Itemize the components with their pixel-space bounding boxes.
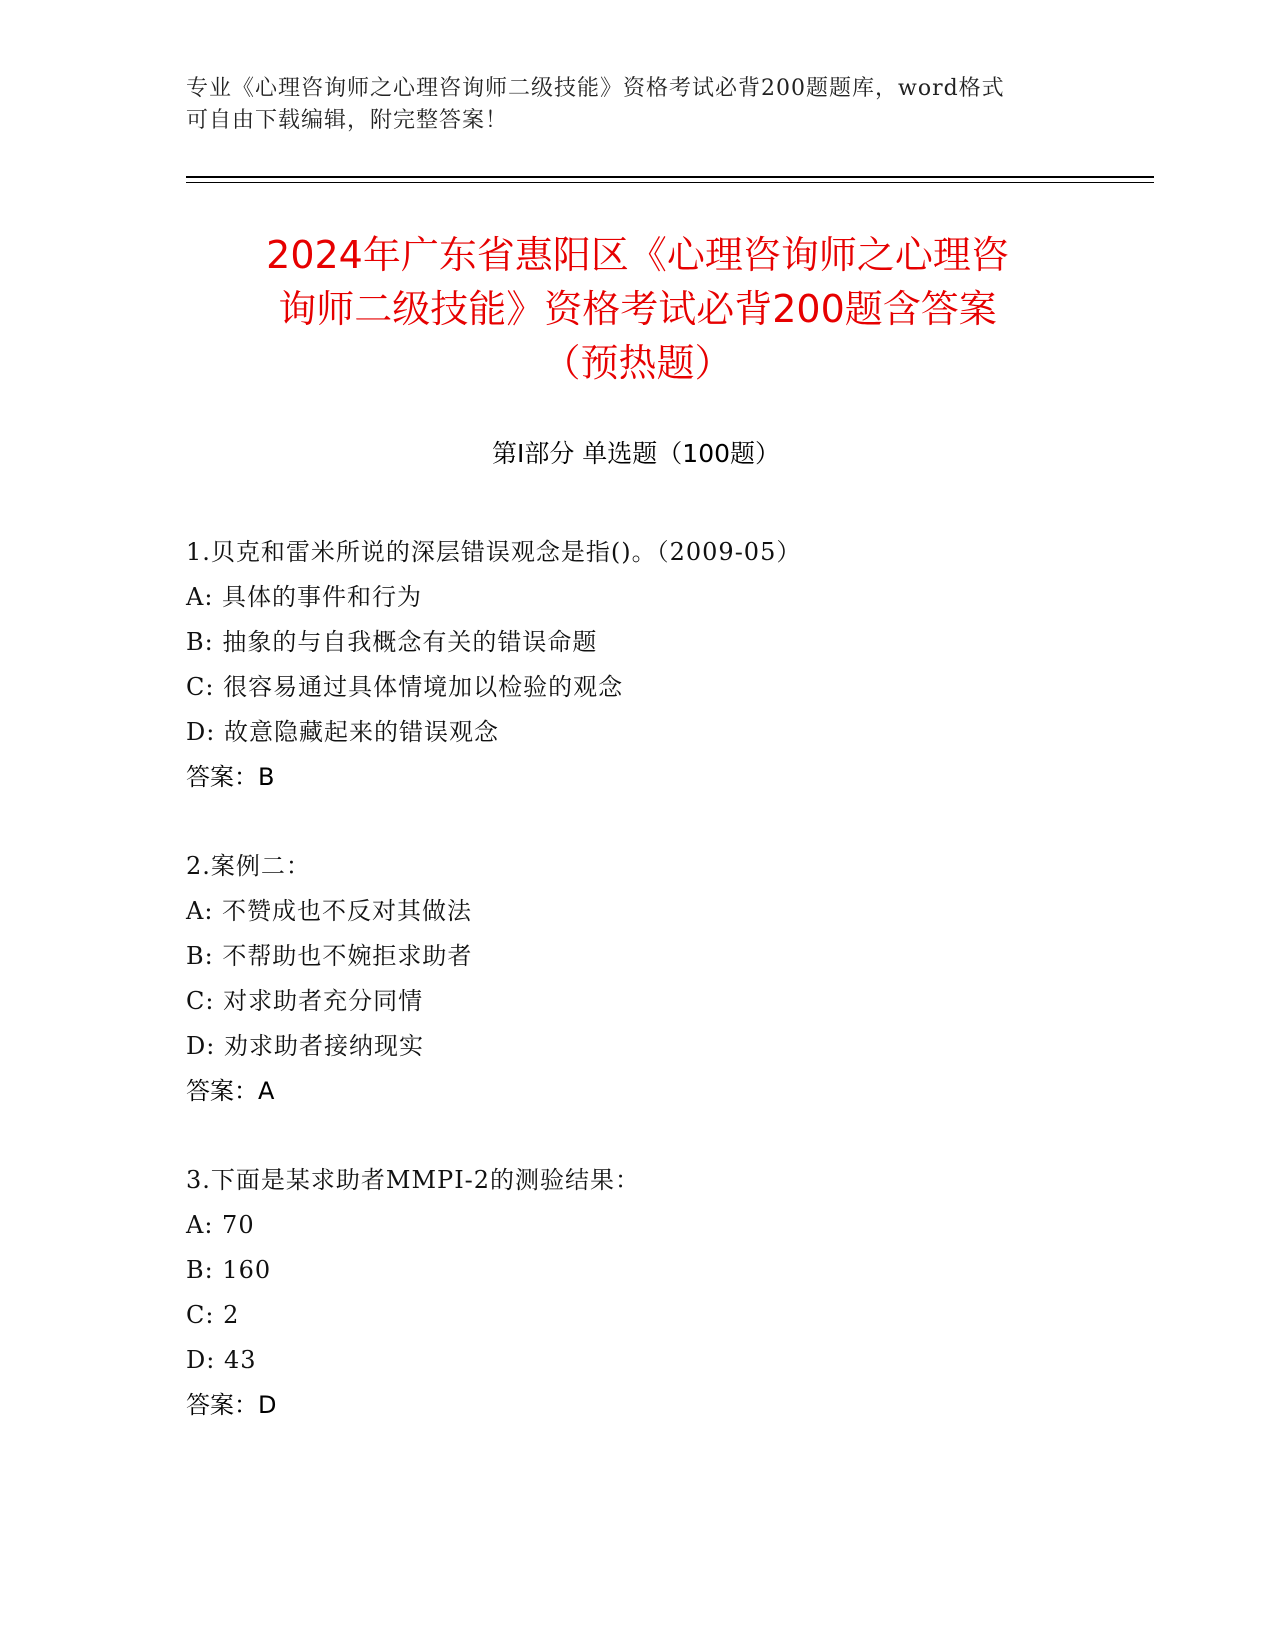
- header-divider-thin: [186, 182, 1154, 183]
- option-c: C: 很容易通过具体情境加以检验的观念: [186, 673, 624, 701]
- question-list: [186, 530, 1136, 1472]
- document-title-line-3: （预热题）: [542, 341, 733, 385]
- document-title-line-1: 2024年广东省惠阳区《心理咨询师之心理咨: [266, 233, 1009, 277]
- option-d: D: 43: [186, 1346, 257, 1374]
- header-note-line-1: 专业《心理咨询师之心理咨询师二级技能》资格考试必背200题题库，word格式: [186, 76, 1005, 101]
- option-d: D: 故意隐藏起来的错误观念: [186, 718, 499, 746]
- question-1: [186, 530, 1136, 800]
- question-stem: 3.下面是某求助者MMPI-2的测验结果：: [186, 1166, 641, 1194]
- option-b: B: 160: [186, 1256, 272, 1284]
- answer: 答案：D: [186, 1391, 277, 1419]
- option-b: B: 抽象的与自我概念有关的错误命题: [186, 628, 598, 656]
- answer: 答案：A: [186, 1077, 275, 1105]
- question-3: [186, 1158, 1136, 1428]
- section-heading: 第Ⅰ部分 单选题（100题）: [491, 439, 781, 468]
- question-stem: 2.案例二：: [186, 852, 311, 880]
- answer: 答案：B: [186, 763, 275, 791]
- header-divider-thick: [186, 176, 1154, 178]
- option-a: A: 不赞成也不反对其做法: [186, 897, 473, 925]
- option-a: A: 具体的事件和行为: [186, 583, 423, 611]
- option-d: D: 劝求助者接纳现实: [186, 1032, 424, 1060]
- document-title-line-2: 询师二级技能》资格考试必背200题含答案: [278, 287, 997, 331]
- option-c: C: 2: [186, 1301, 240, 1329]
- document-title: [160, 228, 1115, 390]
- option-c: C: 对求助者充分同情: [186, 987, 424, 1015]
- question-stem: 1.贝克和雷米所说的深层错误观念是指()。（2009-05）: [186, 538, 802, 566]
- header-note: [186, 73, 1066, 137]
- header-note-line-2: 可自由下载编辑，附完整答案！: [186, 108, 509, 133]
- option-b: B: 不帮助也不婉拒求助者: [186, 942, 473, 970]
- question-2: [186, 844, 1136, 1114]
- option-a: A: 70: [186, 1211, 255, 1239]
